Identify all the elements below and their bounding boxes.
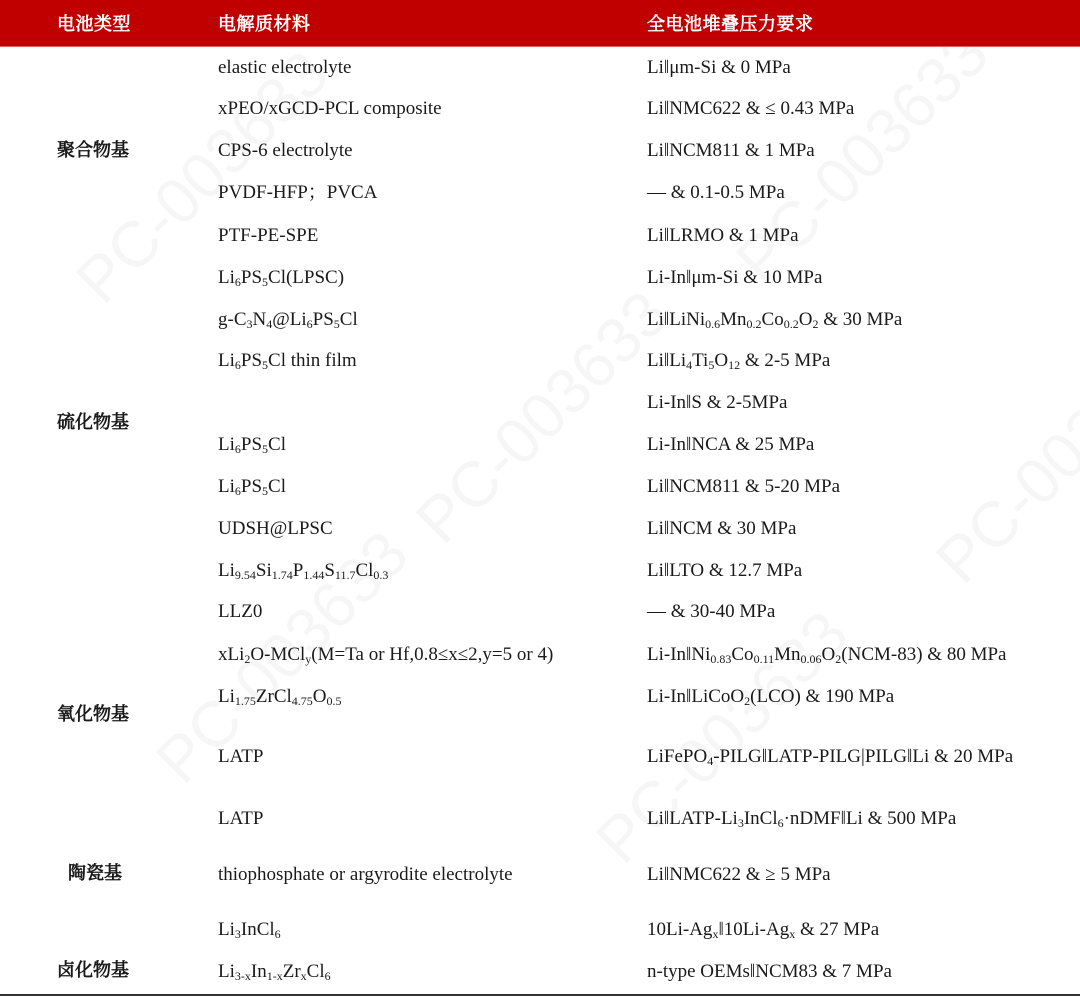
battery-type-label: 氧化物基 bbox=[57, 704, 129, 725]
subscript: 0.6 bbox=[705, 317, 721, 331]
text-segment: Li‖LRMO & 1 MPa bbox=[647, 225, 799, 246]
battery-type-label: 硫化物基 bbox=[57, 412, 129, 433]
text-segment: Cl bbox=[268, 476, 286, 497]
text-segment: Mn bbox=[720, 309, 747, 330]
text-segment: Li bbox=[218, 961, 235, 982]
stack-pressure-cell bbox=[647, 305, 902, 335]
stack-pressure-cell bbox=[647, 178, 785, 208]
text-segment: (LCO) & 190 MPa bbox=[750, 686, 895, 707]
subscript: 5 bbox=[333, 317, 340, 331]
electrolyte-material-cell bbox=[218, 682, 342, 712]
header-battery-type: 电池类型 bbox=[57, 14, 131, 35]
text-segment: Li‖NCM & 30 MPa bbox=[647, 518, 797, 539]
table-row bbox=[0, 178, 1080, 208]
table-row bbox=[0, 472, 1080, 502]
subscript: 6 bbox=[234, 358, 241, 372]
text-segment: Li-In‖NCA & 25 MPa bbox=[647, 434, 815, 455]
text-segment: CPS-6 electrolyte bbox=[218, 140, 353, 161]
text-segment: LiFePO bbox=[647, 746, 708, 767]
text-segment: Li‖NCM811 & 1 MPa bbox=[647, 140, 815, 161]
text-segment: Cl thin film bbox=[268, 350, 357, 371]
text-segment: Li‖NMC622 & ≤ 0.43 MPa bbox=[647, 98, 855, 119]
electrolyte-material-cell bbox=[218, 263, 344, 293]
subscript: 9.54 bbox=[234, 568, 256, 582]
table-bottom-border bbox=[0, 994, 1080, 996]
subscript: 6 bbox=[306, 317, 313, 331]
text-segment: PS bbox=[240, 350, 263, 371]
stack-pressure-cell bbox=[647, 136, 815, 166]
header-stack-pressure: 全电池堆叠压力要求 bbox=[647, 14, 814, 35]
stack-pressure-cell bbox=[647, 94, 854, 124]
subscript: 1-x bbox=[266, 969, 283, 983]
stack-pressure-cell bbox=[647, 804, 956, 834]
text-segment: Li bbox=[218, 476, 235, 497]
table-header bbox=[0, 0, 1080, 47]
text-segment: PS bbox=[240, 267, 263, 288]
electrolyte-material-cell bbox=[218, 178, 377, 208]
text-segment: O bbox=[312, 686, 327, 707]
text-segment: Li bbox=[218, 919, 235, 940]
text-segment: Zr bbox=[282, 961, 301, 982]
subscript: 2 bbox=[244, 652, 251, 666]
subscript: 0.5 bbox=[326, 694, 342, 708]
table-row bbox=[0, 957, 1080, 987]
text-segment: O bbox=[821, 644, 836, 665]
text-segment: Si bbox=[255, 560, 272, 581]
electrolyte-material-cell bbox=[218, 804, 263, 834]
stack-pressure-cell bbox=[647, 430, 814, 460]
text-segment: O-MCl bbox=[250, 644, 306, 665]
stack-pressure-cell bbox=[647, 742, 1013, 772]
stack-pressure-cell bbox=[647, 597, 775, 627]
text-segment: elastic electrolyte bbox=[218, 57, 352, 78]
text-segment: (M=Ta or Hf,0.8≤x≤2,y=5 or 4) bbox=[311, 644, 554, 665]
text-segment: Li-In‖μm-Si & 10 MPa bbox=[647, 267, 823, 288]
text-segment: Li-In‖S & 2-5MPa bbox=[647, 392, 788, 413]
text-segment: g-C bbox=[218, 309, 247, 330]
table-row bbox=[0, 94, 1080, 124]
subscript: 3 bbox=[246, 317, 253, 331]
text-segment: O bbox=[714, 350, 729, 371]
text-segment: Co bbox=[761, 309, 784, 330]
text-segment: Li bbox=[218, 350, 235, 371]
text-segment: Li‖LATP-Li bbox=[647, 808, 738, 829]
text-segment: xPEO/xGCD-PCL composite bbox=[218, 98, 442, 119]
electrolyte-material-cell bbox=[218, 597, 262, 627]
electrolyte-material-cell bbox=[218, 136, 353, 166]
subscript: 4 bbox=[707, 754, 714, 768]
text-segment: InCl bbox=[743, 808, 778, 829]
text-segment: & 30 MPa bbox=[818, 309, 903, 330]
text-segment: Li‖NMC622 & ≥ 5 MPa bbox=[647, 864, 831, 885]
subscript: 0.3 bbox=[373, 568, 389, 582]
electrolyte-material-cell bbox=[218, 221, 318, 251]
text-segment: Mn bbox=[774, 644, 801, 665]
stack-pressure-cell bbox=[647, 346, 830, 376]
subscript: 5 bbox=[262, 484, 269, 498]
table-row bbox=[0, 221, 1080, 251]
table-row bbox=[0, 514, 1080, 544]
electrolyte-material-cell bbox=[218, 472, 286, 502]
stack-pressure-cell bbox=[647, 682, 894, 712]
subscript: 6 bbox=[274, 927, 281, 941]
text-segment: 10Li-Ag bbox=[647, 919, 713, 940]
text-segment: ·nDMF‖Li & 500 MPa bbox=[783, 808, 957, 829]
stack-pressure-cell bbox=[647, 860, 831, 890]
electrolyte-material-cell bbox=[218, 430, 286, 460]
subscript: 5 bbox=[262, 275, 269, 289]
table-row bbox=[0, 388, 1080, 418]
stack-pressure-cell bbox=[647, 556, 802, 586]
subscript: 6 bbox=[234, 484, 241, 498]
text-segment: InCl bbox=[240, 919, 275, 940]
stack-pressure-cell bbox=[647, 221, 799, 251]
text-segment: In bbox=[250, 961, 267, 982]
subscript: 5 bbox=[708, 358, 715, 372]
table-row bbox=[0, 556, 1080, 586]
text-segment: PS bbox=[240, 434, 263, 455]
text-segment: Li bbox=[218, 686, 235, 707]
electrolyte-material-cell bbox=[218, 957, 331, 987]
electrolyte-material-cell bbox=[218, 514, 333, 544]
table-row bbox=[0, 136, 1080, 166]
text-segment: Cl bbox=[306, 961, 325, 982]
text-segment: Li‖Li bbox=[647, 350, 687, 371]
stack-pressure-cell bbox=[647, 514, 796, 544]
text-segment: @Li bbox=[272, 309, 307, 330]
electrolyte-material-cell bbox=[218, 556, 388, 586]
text-segment: & 27 MPa bbox=[795, 919, 880, 940]
subscript: 6 bbox=[234, 275, 241, 289]
stack-pressure-cell bbox=[647, 472, 840, 502]
text-segment: N bbox=[252, 309, 267, 330]
text-segment: & 2-5 MPa bbox=[740, 350, 831, 371]
subscript: 0.2 bbox=[746, 317, 762, 331]
subscript: x bbox=[712, 927, 719, 941]
text-segment: O bbox=[798, 309, 813, 330]
subscript: y bbox=[305, 652, 312, 666]
subscript: x bbox=[789, 927, 796, 941]
electrolyte-material-cell bbox=[218, 53, 351, 83]
table-row bbox=[0, 263, 1080, 293]
table-row bbox=[0, 640, 1080, 670]
subscript: 3 bbox=[737, 816, 744, 830]
subscript: 6 bbox=[234, 442, 241, 456]
table-row bbox=[0, 804, 1080, 834]
text-segment: (NCM-83) & 80 MPa bbox=[841, 644, 1007, 665]
electrolyte-material-cell bbox=[218, 346, 357, 376]
text-segment: LATP bbox=[218, 746, 264, 767]
text-segment: n-type OEMs‖NCM83 & 7 MPa bbox=[647, 961, 892, 982]
text-segment: Li‖LTO & 12.7 MPa bbox=[647, 560, 803, 581]
text-segment: LLZ0 bbox=[218, 601, 263, 622]
stack-pressure-cell bbox=[647, 957, 892, 987]
text-segment: Li-In‖LiCoO bbox=[647, 686, 745, 707]
text-segment: xLi bbox=[218, 644, 245, 665]
text-segment: S bbox=[324, 560, 335, 581]
subscript: 5 bbox=[262, 442, 269, 456]
text-segment: ‖10Li-Ag bbox=[718, 919, 790, 940]
text-segment: Co bbox=[731, 644, 754, 665]
stack-pressure-cell bbox=[647, 640, 1006, 670]
text-segment: Li bbox=[218, 267, 235, 288]
text-segment: Ti bbox=[692, 350, 709, 371]
table-row bbox=[0, 53, 1080, 83]
battery-type-label: 卤化物基 bbox=[57, 960, 129, 981]
table-row bbox=[0, 915, 1080, 945]
text-segment: — & 0.1-0.5 MPa bbox=[647, 182, 785, 203]
text-segment: -PILG‖LATP-PILG|PILG‖Li & 20 MPa bbox=[713, 746, 1014, 767]
subscript: 4 bbox=[266, 317, 273, 331]
subscript: 11.7 bbox=[334, 568, 356, 582]
battery-type-label: 陶瓷基 bbox=[68, 863, 122, 884]
subscript: 5 bbox=[262, 358, 269, 372]
subscript: 3 bbox=[234, 927, 241, 941]
electrolyte-material-cell bbox=[218, 915, 281, 945]
electrolyte-material-cell bbox=[218, 640, 553, 670]
stack-pressure-cell bbox=[647, 388, 787, 418]
stack-pressure-cell bbox=[647, 263, 822, 293]
subscript: 1.75 bbox=[234, 694, 256, 708]
text-segment: Cl bbox=[339, 309, 358, 330]
table-row bbox=[0, 860, 1080, 890]
table-row bbox=[0, 346, 1080, 376]
table-row bbox=[0, 430, 1080, 460]
subscript: 12 bbox=[728, 358, 741, 372]
battery-type-label: 聚合物基 bbox=[57, 140, 129, 161]
stack-pressure-cell bbox=[647, 53, 791, 83]
subscript: 4.75 bbox=[291, 694, 313, 708]
electrolyte-material-cell bbox=[218, 94, 442, 124]
subscript: 0.11 bbox=[753, 652, 775, 666]
text-segment: thiophosphate or argyrodite electrolyte bbox=[218, 864, 513, 885]
subscript: 6 bbox=[324, 969, 331, 983]
watermark bbox=[581, 596, 862, 877]
subscript: 1.74 bbox=[271, 568, 293, 582]
table-row bbox=[0, 597, 1080, 627]
text-segment: PS bbox=[240, 476, 263, 497]
subscript: 0.06 bbox=[800, 652, 822, 666]
table-row bbox=[0, 742, 1080, 772]
text-segment: Li‖LiNi bbox=[647, 309, 706, 330]
table-row bbox=[0, 305, 1080, 335]
text-segment: Cl bbox=[268, 434, 286, 455]
electrolyte-material-cell bbox=[218, 860, 513, 890]
text-segment: P bbox=[292, 560, 304, 581]
stack-pressure-cell bbox=[647, 915, 879, 945]
text-segment: — & 30-40 MPa bbox=[647, 601, 776, 622]
subscript: 0.2 bbox=[783, 317, 799, 331]
text-segment: PVDF-HFP；PVCA bbox=[218, 182, 378, 203]
subscript: 6 bbox=[777, 816, 784, 830]
text-segment: Li‖NCM811 & 5-20 MPa bbox=[647, 476, 841, 497]
subscript: x bbox=[300, 969, 307, 983]
electrolyte-material-cell bbox=[218, 742, 263, 772]
text-segment: PTF-PE-SPE bbox=[218, 225, 319, 246]
text-segment: Li‖μm-Si & 0 MPa bbox=[647, 57, 791, 78]
electrolyte-material-cell bbox=[218, 305, 358, 335]
text-segment: LATP bbox=[218, 808, 264, 829]
text-segment: Cl(LPSC) bbox=[268, 267, 345, 288]
subscript: 2 bbox=[812, 317, 819, 331]
subscript: 4 bbox=[686, 358, 693, 372]
text-segment: Li bbox=[218, 434, 235, 455]
text-segment: Li-In‖Ni bbox=[647, 644, 711, 665]
subscript: 2 bbox=[835, 652, 842, 666]
subscript: 0.83 bbox=[710, 652, 732, 666]
subscript: 2 bbox=[744, 694, 751, 708]
subscript: 1.44 bbox=[303, 568, 325, 582]
subscript: 3-x bbox=[234, 969, 251, 983]
table-row bbox=[0, 682, 1080, 712]
text-segment: Li bbox=[218, 560, 235, 581]
header-electrolyte-material: 电解质材料 bbox=[218, 14, 311, 35]
text-segment: PS bbox=[312, 309, 334, 330]
text-segment: ZrCl bbox=[255, 686, 292, 707]
text-segment: Cl bbox=[355, 560, 374, 581]
text-segment: UDSH@LPSC bbox=[218, 518, 333, 539]
